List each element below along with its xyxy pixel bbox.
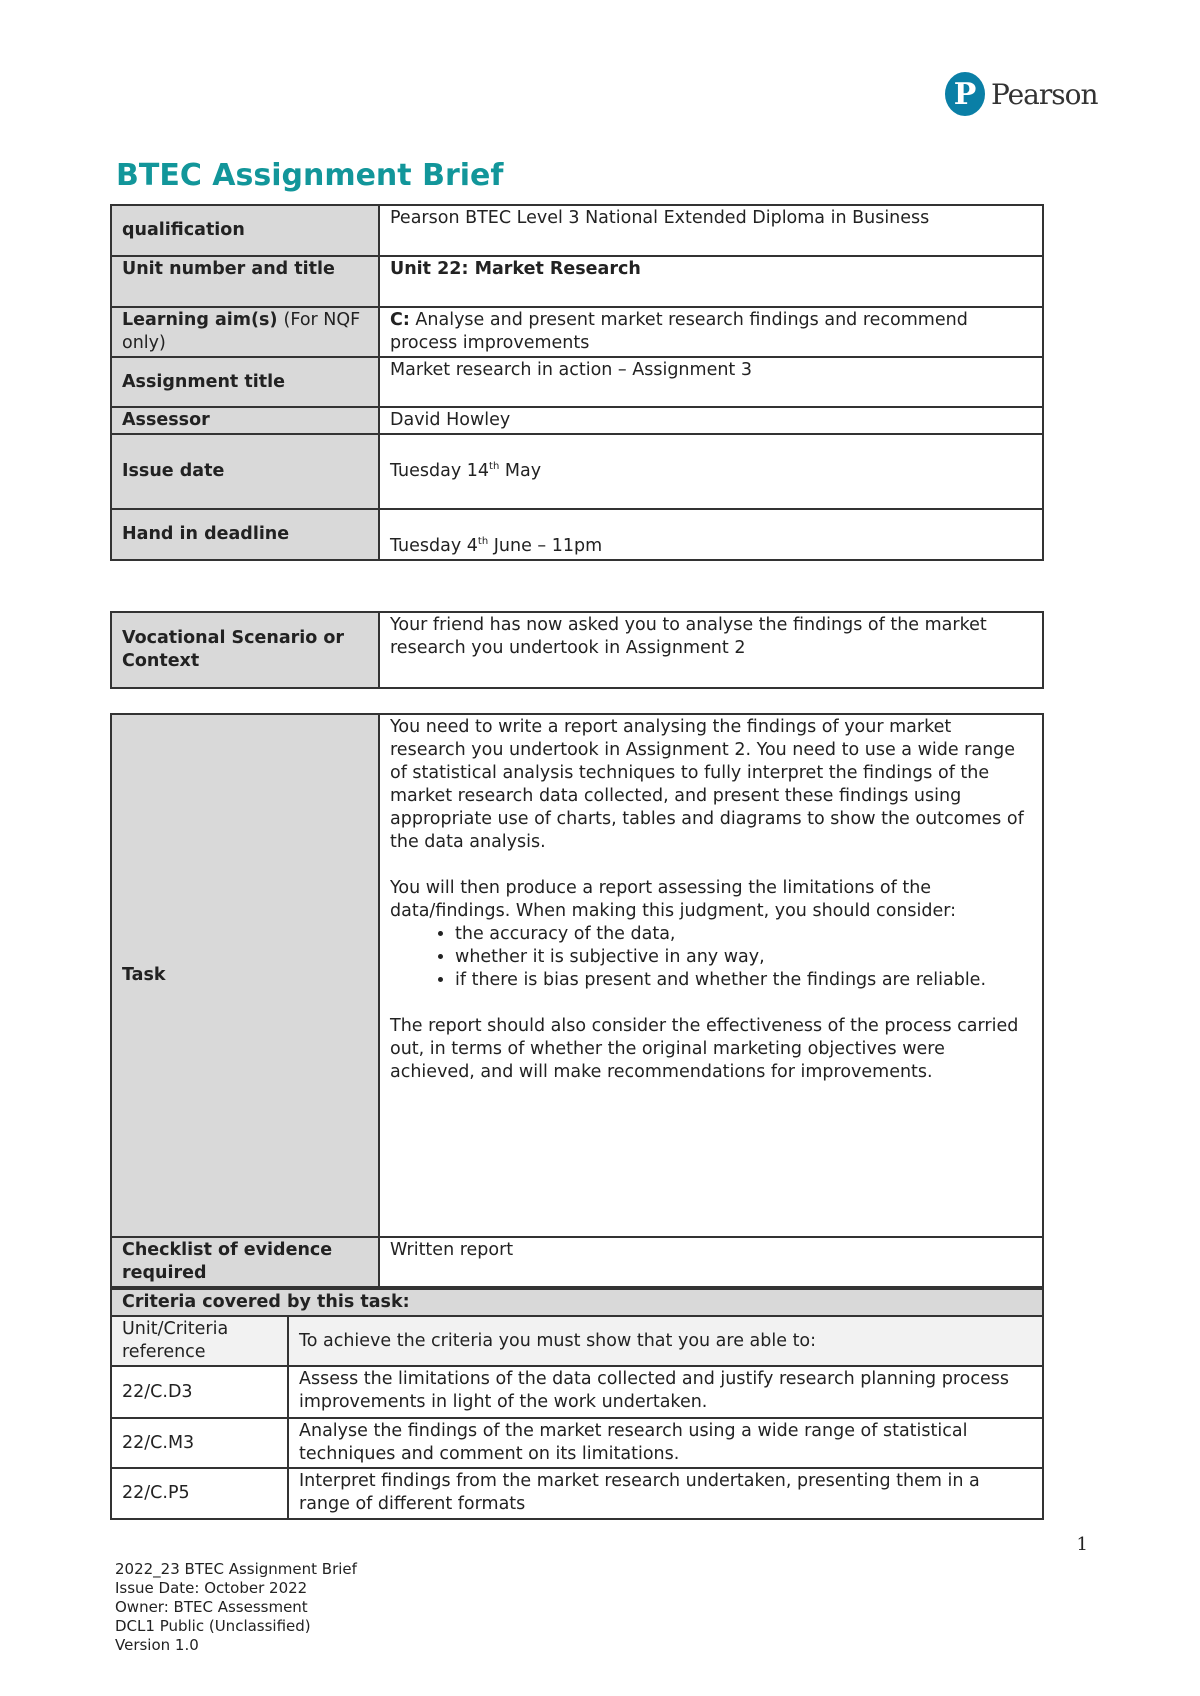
criteria-ref: 22/C.P5 xyxy=(111,1468,288,1519)
scenario-label: Vocational Scenario or Context xyxy=(111,612,379,688)
task-label: Task xyxy=(111,714,379,1237)
logo-wordmark: Pearson xyxy=(991,77,1098,111)
task-table xyxy=(110,713,1044,1288)
footer-line: 2022_23 BTEC Assignment Brief xyxy=(115,1560,357,1578)
footer-line: Owner: BTEC Assessment xyxy=(115,1598,308,1616)
criteria-heading: Criteria covered by this task: xyxy=(111,1289,1043,1316)
issue-month: May xyxy=(504,461,542,481)
deadline-sup: th xyxy=(477,536,489,548)
task-content xyxy=(379,714,1043,1237)
aim-value xyxy=(379,307,1043,357)
aim-label-note: (For NQF only) xyxy=(122,310,361,353)
scenario-text: Your friend has now asked you to analyse the findings of the market research you undertook in Assignment 2 xyxy=(379,612,1043,688)
qualification-label: qualification xyxy=(111,205,379,256)
criteria-ref: 22/C.M3 xyxy=(111,1418,288,1468)
criteria-row xyxy=(111,1468,1043,1519)
details-table xyxy=(110,204,1044,561)
criteria-table xyxy=(110,1288,1044,1520)
footer xyxy=(115,1560,1044,1655)
criteria-row xyxy=(111,1366,1043,1418)
assignment-title-label: Assignment title xyxy=(111,357,379,407)
footer-line: DCL1 Public (Unclassified) xyxy=(115,1617,311,1635)
footer-line: Version 1.0 xyxy=(115,1636,199,1654)
criteria-text: Analyse the findings of the market research using a wide range of statistical techniques and comment on its limitations. xyxy=(288,1418,1043,1468)
task-paragraph-3: The report should also consider the effectiveness of the process carried out, in terms of whether the original marketing objectives were achieved, and will make recommendations for improvements. xyxy=(390,1016,1019,1082)
document-body xyxy=(110,0,1088,1695)
aim-text: Analyse and present market research findings and recommend process improvements xyxy=(390,310,968,353)
issue-date-label: Issue date xyxy=(111,434,379,509)
criteria-col-desc-header: To achieve the criteria you must show that you are able to: xyxy=(288,1316,1043,1366)
unit-value: Unit 22: Market Research xyxy=(379,256,1043,307)
issue-day: Tuesday 14 xyxy=(390,461,490,481)
checklist-label: Checklist of evidence required xyxy=(111,1237,379,1287)
issue-date-value xyxy=(379,434,1043,509)
pearson-p-icon: P xyxy=(945,72,985,116)
task-bullets xyxy=(390,923,1032,992)
deadline-rest: June – 11pm xyxy=(493,536,603,556)
assignment-title-value: Market research in action – Assignment 3 xyxy=(379,357,1043,407)
task-paragraph-2: You will then produce a report assessing the limitations of the data/findings. When making this judgment, you should consider: xyxy=(390,878,957,921)
criteria-ref: 22/C.D3 xyxy=(111,1366,288,1418)
criteria-text: Assess the limitations of the data collected and justify research planning process improvements in light of the work undertaken. xyxy=(288,1366,1043,1418)
deadline-label: Hand in deadline xyxy=(111,509,379,560)
assessor-value: David Howley xyxy=(379,407,1043,434)
aim-label xyxy=(111,307,379,357)
criteria-row xyxy=(111,1418,1043,1468)
criteria-col-ref-header: Unit/Criteria reference xyxy=(111,1316,288,1366)
bullet-item: • whether it is subjective in any way, xyxy=(455,946,1032,969)
scenario-table xyxy=(110,611,1044,689)
page-title: BTEC Assignment Brief xyxy=(116,158,504,193)
page-number: 1 xyxy=(1076,1534,1088,1555)
bullet-item: • the accuracy of the data, xyxy=(455,923,1032,946)
unit-label: Unit number and title xyxy=(111,256,379,307)
assessor-label: Assessor xyxy=(111,407,379,434)
task-paragraph-1: You need to write a report analysing the findings of your market research you undertook in Assignment 2. You need to use a wide range of statistical analysis techniques to fully interpret the findings of the market research data collected, and present these findings using appropriate use of charts, tables and diagrams to show the outcomes of the data analysis. xyxy=(390,717,1024,852)
checklist-value: Written report xyxy=(379,1237,1043,1287)
criteria-text: Interpret findings from the market research undertaken, presenting them in a range of different formats xyxy=(288,1468,1043,1519)
bullet-item: • if there is bias present and whether the findings are reliable. xyxy=(455,969,1032,992)
aim-label-text: Learning aim(s) xyxy=(122,310,278,330)
footer-line: Issue Date: October 2022 xyxy=(115,1579,308,1597)
aim-prefix: C: xyxy=(390,310,410,330)
issue-sup: th xyxy=(489,461,500,473)
deadline-day: Tuesday 4 xyxy=(390,536,478,556)
qualification-value: Pearson BTEC Level 3 National Extended Diploma in Business xyxy=(379,205,1043,256)
deadline-value xyxy=(379,509,1043,560)
